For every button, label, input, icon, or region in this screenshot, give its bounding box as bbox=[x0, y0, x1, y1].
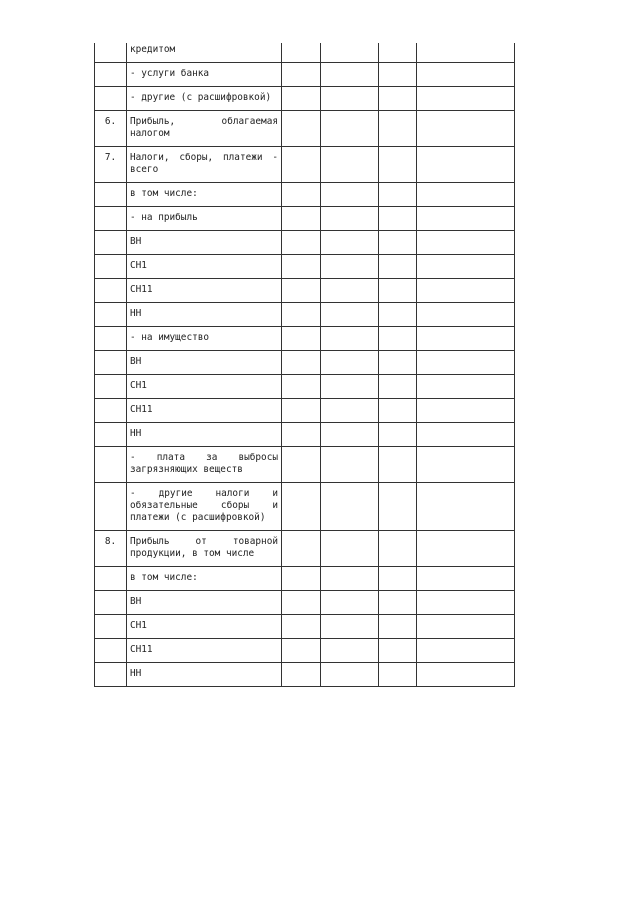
table-row bbox=[95, 531, 515, 567]
row-label-cell: кредитом bbox=[127, 43, 282, 63]
value-cell bbox=[321, 43, 379, 63]
value-cell bbox=[379, 111, 417, 147]
table-row bbox=[95, 231, 515, 255]
table-row bbox=[95, 87, 515, 111]
value-cell bbox=[417, 183, 515, 207]
value-cell bbox=[379, 483, 417, 531]
value-cell bbox=[417, 423, 515, 447]
data-table bbox=[94, 43, 515, 687]
value-cell bbox=[417, 615, 515, 639]
row-label-cell: - другие налоги и обязательные сборы и платежи (с расшифровкой) bbox=[127, 483, 282, 531]
value-cell bbox=[321, 255, 379, 279]
table-row bbox=[95, 639, 515, 663]
value-cell bbox=[417, 483, 515, 531]
value-cell bbox=[417, 279, 515, 303]
value-cell bbox=[417, 531, 515, 567]
value-cell bbox=[321, 483, 379, 531]
value-cell bbox=[282, 43, 321, 63]
table-row bbox=[95, 663, 515, 687]
value-cell bbox=[321, 303, 379, 327]
table-row bbox=[95, 303, 515, 327]
value-cell bbox=[282, 279, 321, 303]
value-cell bbox=[282, 255, 321, 279]
value-cell bbox=[321, 423, 379, 447]
row-number-cell bbox=[95, 279, 127, 303]
document-page bbox=[94, 43, 515, 687]
row-number-cell bbox=[95, 423, 127, 447]
table-row bbox=[95, 183, 515, 207]
value-cell bbox=[379, 663, 417, 687]
row-number-cell bbox=[95, 375, 127, 399]
row-label-cell: Прибыль от товарной продукции, в том числе bbox=[127, 531, 282, 567]
value-cell bbox=[282, 303, 321, 327]
value-cell bbox=[417, 567, 515, 591]
table-row bbox=[95, 423, 515, 447]
value-cell bbox=[321, 351, 379, 375]
row-number-cell bbox=[95, 351, 127, 375]
row-number-cell bbox=[95, 399, 127, 423]
row-label-cell: - на имущество bbox=[127, 327, 282, 351]
value-cell bbox=[321, 447, 379, 483]
table-row bbox=[95, 111, 515, 147]
table-row bbox=[95, 483, 515, 531]
row-number-cell bbox=[95, 591, 127, 615]
value-cell bbox=[379, 231, 417, 255]
value-cell bbox=[417, 111, 515, 147]
value-cell bbox=[379, 591, 417, 615]
row-label-cell: ВН bbox=[127, 591, 282, 615]
value-cell bbox=[379, 615, 417, 639]
row-number-cell bbox=[95, 615, 127, 639]
table-row bbox=[95, 327, 515, 351]
table-row bbox=[95, 567, 515, 591]
row-label-cell: в том числе: bbox=[127, 183, 282, 207]
value-cell bbox=[417, 147, 515, 183]
row-number-cell bbox=[95, 207, 127, 231]
value-cell bbox=[282, 231, 321, 255]
row-number-cell bbox=[95, 43, 127, 63]
value-cell bbox=[417, 399, 515, 423]
value-cell bbox=[379, 207, 417, 231]
row-label-cell: НН bbox=[127, 663, 282, 687]
value-cell bbox=[379, 327, 417, 351]
table-row bbox=[95, 399, 515, 423]
value-cell bbox=[321, 531, 379, 567]
row-label-cell: ВН bbox=[127, 231, 282, 255]
value-cell bbox=[321, 279, 379, 303]
value-cell bbox=[417, 447, 515, 483]
value-cell bbox=[379, 43, 417, 63]
value-cell bbox=[417, 591, 515, 615]
row-number-cell bbox=[95, 255, 127, 279]
value-cell bbox=[321, 183, 379, 207]
value-cell bbox=[282, 639, 321, 663]
row-label-cell: - на прибыль bbox=[127, 207, 282, 231]
value-cell bbox=[282, 63, 321, 87]
row-number-cell bbox=[95, 567, 127, 591]
row-label-cell: ВН bbox=[127, 351, 282, 375]
value-cell bbox=[417, 231, 515, 255]
value-cell bbox=[379, 399, 417, 423]
value-cell bbox=[379, 183, 417, 207]
table-body bbox=[95, 43, 515, 687]
value-cell bbox=[321, 327, 379, 351]
value-cell bbox=[379, 639, 417, 663]
value-cell bbox=[282, 147, 321, 183]
value-cell bbox=[282, 327, 321, 351]
value-cell bbox=[417, 63, 515, 87]
row-label-cell: НН bbox=[127, 303, 282, 327]
value-cell bbox=[282, 399, 321, 423]
value-cell bbox=[379, 423, 417, 447]
value-cell bbox=[282, 447, 321, 483]
row-number-cell bbox=[95, 639, 127, 663]
table-row bbox=[95, 447, 515, 483]
value-cell bbox=[282, 663, 321, 687]
value-cell bbox=[417, 327, 515, 351]
table-row bbox=[95, 255, 515, 279]
value-cell bbox=[321, 231, 379, 255]
value-cell bbox=[282, 183, 321, 207]
row-number-cell bbox=[95, 663, 127, 687]
table-row bbox=[95, 207, 515, 231]
value-cell bbox=[321, 567, 379, 591]
value-cell bbox=[379, 447, 417, 483]
value-cell bbox=[282, 615, 321, 639]
row-label-cell: - услуги банка bbox=[127, 63, 282, 87]
value-cell bbox=[321, 639, 379, 663]
value-cell bbox=[417, 351, 515, 375]
value-cell bbox=[321, 63, 379, 87]
value-cell bbox=[417, 639, 515, 663]
value-cell bbox=[379, 63, 417, 87]
row-label-cell: СН11 bbox=[127, 279, 282, 303]
value-cell bbox=[282, 351, 321, 375]
value-cell bbox=[379, 531, 417, 567]
value-cell bbox=[379, 147, 417, 183]
value-cell bbox=[417, 87, 515, 111]
value-cell bbox=[379, 255, 417, 279]
value-cell bbox=[321, 663, 379, 687]
value-cell bbox=[282, 591, 321, 615]
table-row bbox=[95, 351, 515, 375]
row-label-cell: СН1 bbox=[127, 255, 282, 279]
row-number-cell bbox=[95, 447, 127, 483]
value-cell bbox=[321, 87, 379, 111]
row-number-cell bbox=[95, 483, 127, 531]
row-number-cell bbox=[95, 327, 127, 351]
value-cell bbox=[379, 303, 417, 327]
value-cell bbox=[379, 375, 417, 399]
table-row bbox=[95, 147, 515, 183]
table-row bbox=[95, 279, 515, 303]
value-cell bbox=[282, 531, 321, 567]
row-label-cell: СН1 bbox=[127, 375, 282, 399]
value-cell bbox=[282, 87, 321, 111]
value-cell bbox=[282, 567, 321, 591]
row-label-cell: СН11 bbox=[127, 399, 282, 423]
row-label-cell: в том числе: bbox=[127, 567, 282, 591]
value-cell bbox=[417, 375, 515, 399]
table-row bbox=[95, 63, 515, 87]
value-cell bbox=[282, 207, 321, 231]
value-cell bbox=[321, 147, 379, 183]
value-cell bbox=[321, 591, 379, 615]
value-cell bbox=[417, 43, 515, 63]
value-cell bbox=[417, 303, 515, 327]
value-cell bbox=[417, 255, 515, 279]
value-cell bbox=[321, 399, 379, 423]
value-cell bbox=[379, 567, 417, 591]
row-number-cell: 7. bbox=[95, 147, 127, 183]
row-number-cell bbox=[95, 231, 127, 255]
value-cell bbox=[321, 615, 379, 639]
value-cell bbox=[417, 663, 515, 687]
row-number-cell: 8. bbox=[95, 531, 127, 567]
row-label-cell: Прибыль, облагаемая налогом bbox=[127, 111, 282, 147]
value-cell bbox=[417, 207, 515, 231]
value-cell bbox=[282, 375, 321, 399]
row-label-cell: - другие (с расшифровкой) bbox=[127, 87, 282, 111]
row-label-cell: СН11 bbox=[127, 639, 282, 663]
table-row bbox=[95, 375, 515, 399]
table-row bbox=[95, 591, 515, 615]
row-number-cell bbox=[95, 303, 127, 327]
value-cell bbox=[282, 423, 321, 447]
table-row bbox=[95, 43, 515, 63]
value-cell bbox=[379, 87, 417, 111]
row-label-cell: Налоги, сборы, платежи - всего bbox=[127, 147, 282, 183]
row-number-cell: 6. bbox=[95, 111, 127, 147]
row-label-cell: НН bbox=[127, 423, 282, 447]
value-cell bbox=[379, 351, 417, 375]
value-cell bbox=[321, 111, 379, 147]
row-number-cell bbox=[95, 87, 127, 111]
value-cell bbox=[379, 279, 417, 303]
row-label-cell: СН1 bbox=[127, 615, 282, 639]
value-cell bbox=[321, 207, 379, 231]
table-row bbox=[95, 615, 515, 639]
value-cell bbox=[321, 375, 379, 399]
row-label-cell: - плата за выбросы загрязняющих веществ bbox=[127, 447, 282, 483]
value-cell bbox=[282, 111, 321, 147]
row-number-cell bbox=[95, 63, 127, 87]
value-cell bbox=[282, 483, 321, 531]
row-number-cell bbox=[95, 183, 127, 207]
